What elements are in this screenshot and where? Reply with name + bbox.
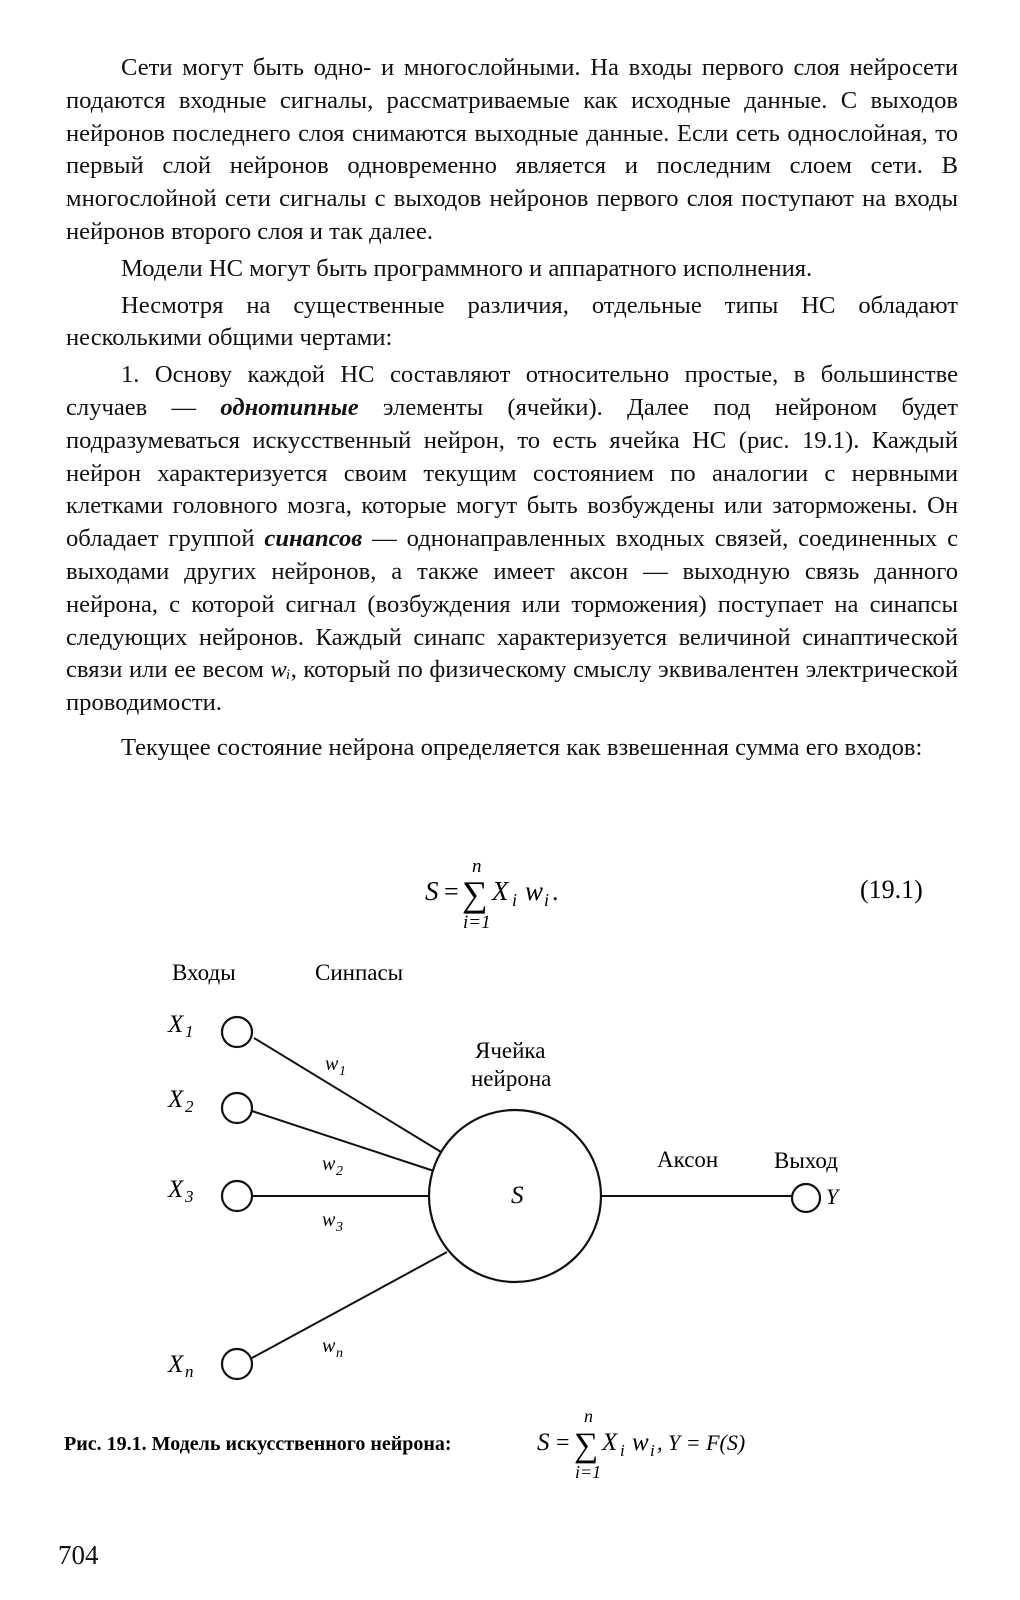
eq-number: (19.1) xyxy=(860,875,923,904)
input-node-1 xyxy=(222,1017,252,1047)
emphasis-odnotipnye: однотипные xyxy=(220,393,359,421)
eq-x-sub: i xyxy=(512,890,518,910)
caption-sigma: ∑ xyxy=(574,1427,599,1464)
synapse-line-2 xyxy=(252,1111,437,1172)
eq-w: w xyxy=(525,876,544,906)
paragraph-5: Текущее состояние нейрона определяется как взвешенная сумма его входов: xyxy=(121,733,923,761)
neuron-diagram xyxy=(0,960,1020,1420)
synapse-line-n xyxy=(252,1252,447,1358)
page-number: 704 xyxy=(58,1540,99,1570)
equation-19-1 xyxy=(0,860,1020,940)
caption-w: w xyxy=(632,1429,649,1456)
emphasis-sinapsov: синапсов xyxy=(264,525,363,553)
inputs-header: Входы xyxy=(172,960,236,985)
caption-s: S xyxy=(537,1429,550,1456)
caption-x-sub: i xyxy=(620,1441,625,1460)
eq-sigma: ∑ xyxy=(462,874,488,914)
weight-label-1-sub: 1 xyxy=(339,1064,346,1079)
caption-w-sub: i xyxy=(650,1441,655,1460)
paragraph-4 xyxy=(66,359,958,720)
eq-period: . xyxy=(552,877,559,906)
input-label-2: X xyxy=(168,1086,184,1113)
paragraph-3: Несмотря на существенные различия, отдельные типы НС обладают несколькими общими чертами: xyxy=(66,291,958,352)
synapses-header: Синпасы xyxy=(315,960,404,985)
caption-lower-limit: i=1 xyxy=(575,1462,602,1482)
synapse-line-1 xyxy=(254,1038,446,1155)
weight-label-2-sub: 2 xyxy=(336,1164,343,1179)
weight-label-n: w xyxy=(322,1335,336,1357)
paragraph-4-part-c: — однонаправленных входных связей, соединенных с выходами других нейронов, а также имеет аксон — выходную связь данного нейрона, с которой сигнал (возбуждения или торможения) поступает на синапсы следующих нейронов. Каждый синапс характеризуется величиной синаптической связи или ее весом xyxy=(66,525,958,684)
paragraph-1: Сети могут быть одно- и многослойными. На входы первого слоя нейросети подаются входные сигналы, рассматриваемые как исходные данные. С выходов нейронов последнего слоя снимаются выходные данные. Если сеть однослойная, то первый слой нейронов одновременно является и последним слоем сети. В многослойной сети сигналы с выходов нейронов первого слоя поступают на входы нейронов второго слоя и так далее. xyxy=(66,54,958,245)
output-var: Y xyxy=(826,1184,839,1209)
eq-w-sub: i xyxy=(544,890,550,910)
input-label-1-sub: 1 xyxy=(185,1022,194,1041)
caption-upper-limit: n xyxy=(584,1412,593,1426)
figure-caption xyxy=(0,1412,1020,1492)
input-label-3-sub: 3 xyxy=(185,1187,194,1206)
weight-label-n-sub: n xyxy=(336,1346,343,1361)
eq-lhs: S xyxy=(425,876,439,906)
caption-x: X xyxy=(602,1429,618,1456)
weight-label-2: w xyxy=(322,1153,336,1175)
input-node-3 xyxy=(222,1181,252,1211)
cell-label-line-2: нейрона xyxy=(471,1066,552,1091)
weight-symbol: wᵢ xyxy=(270,656,291,684)
input-label-2-sub: 2 xyxy=(185,1097,194,1116)
paragraph-4-part-a: 1. Основу каждой НС составляют относительно простые, в большинстве случаев — xyxy=(66,361,958,421)
paragraph-4-part-d: , который по физическому смыслу эквивалентен электрической проводимости. xyxy=(66,656,959,717)
sum-label: S xyxy=(511,1182,524,1209)
weight-label-3: w xyxy=(322,1209,336,1231)
input-label-1: X xyxy=(168,1011,184,1038)
caption-tail: , Y = F(S) xyxy=(657,1430,746,1455)
body-text xyxy=(66,52,958,765)
eq-equals: = xyxy=(444,877,459,906)
eq-x: X xyxy=(492,876,509,906)
input-label-n: X xyxy=(168,1351,184,1378)
paragraph-4-part-b: элементы (ячейки). Далее под нейроном будет подразумеваться искусственный нейрон, то есть ячейка НС (рис. 19.1). Каждый нейрон характеризуется своим текущим состоянием по аналогии с нервными клетками головного мозга, которые могут быть возбуждены или заторможены. Он обладает группой xyxy=(66,393,958,553)
input-label-n-sub: n xyxy=(185,1362,194,1381)
caption-equals: = xyxy=(556,1430,570,1456)
eq-lower-limit: i=1 xyxy=(463,912,491,933)
input-node-n xyxy=(222,1349,252,1379)
output-label: Выход xyxy=(774,1148,838,1173)
axon-label: Аксон xyxy=(657,1147,719,1172)
caption-label: Рис. 19.1. Модель искусственного нейрона: xyxy=(64,1433,452,1455)
input-node-2 xyxy=(222,1093,252,1123)
output-node xyxy=(792,1184,820,1212)
eq-upper-limit: n xyxy=(472,860,482,877)
weight-label-1: w xyxy=(325,1053,339,1075)
input-label-3: X xyxy=(168,1176,184,1203)
cell-label-line-1: Ячейка xyxy=(475,1038,546,1063)
weight-label-3-sub: 3 xyxy=(336,1220,343,1235)
paragraph-2: Модели НС могут быть программного и аппаратного исполнения. xyxy=(121,254,813,282)
